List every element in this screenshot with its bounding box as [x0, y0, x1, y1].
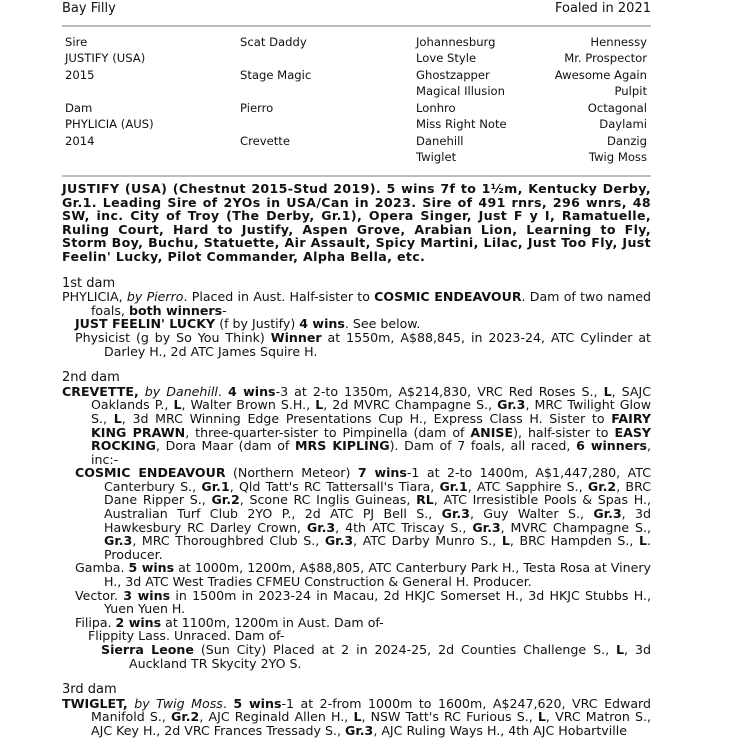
grade: Gr.2: [211, 492, 240, 508]
progeny-entry: [62, 643, 651, 670]
text: in 1500m in 2023-24 in Macau, 2d HKJC Somerset H., 3d HKJC Stubbs H., Yuen Yuen H.: [104, 587, 652, 617]
foaled-label: Foaled in 2021: [555, 1, 651, 16]
pedigree-cell: JUSTIFY (USA): [65, 51, 146, 66]
grade: L: [616, 642, 625, 657]
pedigree-row: [62, 50, 651, 66]
text: , 4th ATC Triscay S.,: [335, 519, 473, 535]
text: . Placed in Aust. Half-sister to: [183, 289, 375, 305]
pedigree-row: [62, 83, 651, 99]
text: , MVRC Champagne S.,: [500, 519, 652, 535]
progeny-entry: [62, 616, 651, 630]
text: , 2d MVRC Champagne S.,: [323, 397, 498, 413]
pedigree-row: [62, 67, 651, 83]
pedigree-cell: Ghostzapper: [416, 67, 490, 82]
text: , AJC Ruling Ways H., 4th AJC Hobartville: [373, 722, 627, 738]
text: , BRC Dane Ripper S.,: [104, 478, 651, 508]
text: -3 at 2-to 1350m, A$214,830, VRC Red Roses S.,: [275, 383, 604, 399]
pedigree-cell: PHYLICIA (AUS): [65, 117, 154, 132]
grade: L: [638, 533, 647, 549]
text: at 1000m, 1200m, A$88,805, ATC Canterbury Park H., Testa Rosa at Vinery H., 3d ATC West Tradies CFMEU Construction & General H. Producer.: [104, 560, 652, 590]
sire-summary: JUSTIFY (USA) (Chestnut 2015-Stud 2019). 5 wins 7f to 1½m, Kentucky Derby, Gr.1. Leading Sire of 2YOs in USA/Can in 2023. Sire of 491 rnrs, 296 wnrs, 48 SW, inc. City of Troy (The Derby, Gr.1), Opera Singer, Just F y I, Ramatuelle, Ruling Court, Hard to Justify, Aspen Grove, Arabian Lion, Learning to Fly, Storm Boy, Buchu, Statuette, Air Assault, Spicy Martini, Lilac, Just Too Fly, Just Feelin' Lucky, Pilot Commander, Alpha Bella, etc.: [62, 181, 651, 264]
text: (Sun City) Placed at 2 in 2024-25, 2d Counties Challenge S.,: [193, 642, 617, 657]
grade: Gr.1: [439, 478, 468, 494]
text: , ATC Darby Munro S.,: [353, 533, 502, 549]
pedigree-cell: 2014: [65, 133, 95, 148]
text: , NSW Tatt's RC Furious S.,: [361, 709, 538, 725]
pedigree-cell: Pulpit: [614, 84, 647, 99]
pedigree-table: [62, 34, 651, 166]
text: at 1100m, 1200m in Aust. Dam of-: [161, 614, 384, 630]
text: , MRC Thoroughbred Club S.,: [132, 533, 325, 549]
grade: Gr.3: [593, 506, 622, 522]
header: [62, 0, 651, 18]
pedigree-cell: Love Style: [416, 51, 477, 66]
grade: L: [173, 397, 182, 413]
wins: 4 wins: [227, 383, 276, 399]
text: Filipa.: [75, 614, 116, 630]
wins: 2 wins: [115, 614, 162, 630]
text: , Dora Maar (dam of: [155, 438, 295, 454]
text: , Walter Brown S.H.,: [181, 397, 316, 413]
grade: Gr.3: [345, 722, 374, 738]
pedigree-cell: Octagonal: [587, 100, 647, 115]
text: , three-quarter-sister to Pimpinella (dam of: [185, 424, 471, 440]
grade: L: [603, 383, 612, 399]
text: , Guy Walter S.,: [469, 506, 594, 522]
dam-entry-crevette: [62, 385, 651, 467]
grade: Gr.2: [587, 478, 617, 494]
text: . Dam of two named foals,: [91, 289, 651, 318]
text: , Qld Tatt's RC Tattersall's Tiara,: [229, 478, 440, 494]
pedigree-cell: Stage Magic: [240, 67, 312, 82]
pedigree-divider: [62, 175, 651, 177]
wins: 3 wins: [123, 587, 171, 603]
progeny-entry: [62, 317, 651, 331]
grade: L: [353, 709, 362, 725]
text: (Northern Meteor): [225, 465, 358, 481]
text: , ATC Sapphire S.,: [467, 478, 588, 494]
pedigree-cell: Dam: [65, 100, 93, 115]
horse-name: ANISE: [470, 424, 514, 440]
sex-label: Bay Filly: [62, 1, 116, 16]
progeny-entry: [62, 466, 651, 561]
dam-sire: by Twig Moss: [134, 695, 223, 711]
dam-entry-phylicia: [62, 290, 651, 317]
grade: RL: [416, 492, 434, 508]
text: Gamba.: [75, 560, 129, 576]
grade: Gr.3: [324, 533, 354, 549]
horse-name: JUST FEELIN' LUCKY: [75, 316, 216, 332]
wins: Winner: [270, 329, 322, 345]
wins: 5 wins: [233, 695, 282, 711]
pedigree-cell: Miss Right Note: [416, 117, 507, 132]
text: , MRC Twilight Glow S.,: [91, 397, 651, 426]
pedigree-row: [62, 149, 651, 165]
horse-name: Sierra Leone: [101, 642, 194, 657]
text: (f by Justify): [215, 316, 300, 332]
text: , 3d Hawkesbury RC Darley Crown,: [104, 506, 652, 535]
pedigree-cell: Danzig: [606, 133, 647, 148]
pedigree-cell: Awesome Again: [554, 67, 647, 82]
text: , BRC Hampden S.,: [509, 533, 639, 549]
catalogue-body: [62, 182, 651, 738]
text: Physicist (g by So You Think): [75, 329, 271, 345]
pedigree-cell: Sire: [65, 35, 88, 49]
grade: Gr.3: [306, 519, 336, 535]
dam-sire: by Danehill: [144, 383, 218, 399]
text: , Scone RC Inglis Guineas,: [239, 492, 417, 508]
grade: Gr.2: [171, 709, 200, 725]
wins: 7 wins: [357, 465, 407, 481]
horse-name: EASY ROCKING: [91, 424, 652, 454]
progeny-entry: [62, 331, 651, 358]
text: .: [217, 383, 228, 399]
sibling-name: COSMIC ENDEAVOUR: [374, 289, 522, 305]
dam-entry-twiglet: [62, 697, 651, 738]
pedigree-cell: Pierro: [240, 100, 274, 115]
pedigree-cell: Twig Moss: [588, 150, 647, 165]
top-divider: [62, 25, 651, 27]
pedigree-cell: Hennessy: [590, 35, 647, 49]
grade: Gr.3: [104, 533, 133, 549]
wins: 4 wins: [299, 316, 345, 332]
text: , ATC Irresistible Pools & Spas H., Australian Turf Club 2YO P., 2d ATC PJ Bell S.,: [104, 492, 651, 522]
grade: Gr.3: [497, 397, 526, 413]
dam-name: PHYLICIA,: [62, 289, 123, 305]
dam-name: CREVETTE,: [62, 383, 139, 399]
dam-name: TWIGLET,: [62, 695, 128, 711]
grade: L: [113, 410, 122, 426]
winners-count: both winners: [128, 302, 223, 318]
text: , 3d Auckland TR Skycity 2YO S.: [129, 642, 651, 671]
text: . See below.: [344, 316, 421, 332]
text: -1 at 2-from 1000m to 1600m, A$247,620, VRC Edward Manifold S.,: [91, 695, 652, 725]
grade: L: [315, 397, 324, 413]
pedigree-cell: Crevette: [240, 133, 290, 148]
text: , 3d MRC Winning Edge Presentations Cup H., Express Class H. Sister to: [121, 410, 612, 426]
dam-sire: by Pierro: [126, 289, 184, 305]
pedigree-cell: 2015: [65, 67, 95, 82]
pedigree-cell: Daylami: [599, 117, 647, 132]
pedigree-cell: Lonhro: [416, 100, 456, 115]
text: , SAJC Oaklands P.,: [91, 383, 652, 413]
text: ), half-sister to: [513, 424, 615, 440]
third-dam-heading: 3rd dam: [62, 682, 117, 698]
grade: Gr.3: [441, 506, 470, 522]
progeny-entry: [62, 589, 651, 616]
pedigree-row: [62, 116, 651, 132]
winners-count: 6 winners: [576, 438, 647, 454]
grade: L: [537, 709, 546, 725]
progeny-entry: Flippity Lass. Unraced. Dam of-: [88, 628, 285, 644]
grade: Gr.1: [201, 478, 230, 494]
second-dam-heading: 2nd dam: [62, 370, 120, 386]
text: -: [222, 302, 227, 318]
pedigree-cell: Scat Daddy: [240, 35, 307, 49]
wins: 5 wins: [128, 560, 175, 576]
progeny-entry: [62, 561, 651, 588]
grade: Gr.3: [472, 519, 501, 535]
text: at 1550m, A$88,845, in 2023-24, ATC Cylinder at Darley H., 2d ATC James Squire H.: [104, 329, 651, 359]
text: -1 at 2-to 1400m, A$1,447,280, ATC Canterbury S.,: [104, 465, 651, 494]
grade: L: [501, 533, 510, 549]
text: Vector.: [75, 587, 124, 603]
pedigree-row: [62, 34, 651, 50]
text: . Producer.: [104, 533, 652, 562]
pedigree-cell: Magical Illusion: [416, 84, 505, 99]
pedigree-row: [62, 133, 651, 149]
pedigree-row: [62, 100, 651, 116]
pedigree-cell: Danehill: [416, 133, 464, 148]
horse-name: MRS KIPLING: [295, 438, 390, 454]
text: .: [222, 695, 234, 711]
first-dam-heading: 1st dam: [62, 275, 116, 291]
pedigree-cell: Mr. Prospector: [564, 51, 647, 66]
pedigree-cell: Johannesburg: [416, 35, 496, 49]
pedigree-cell: Twiglet: [416, 150, 457, 165]
text: , VRC Matron S., AJC Key H., 2d VRC Frances Tressady S.,: [91, 709, 652, 738]
horse-name: COSMIC ENDEAVOUR: [75, 465, 226, 481]
text: ). Dam of 7 foals, all raced,: [389, 438, 577, 454]
text: , AJC Reginald Allen H.,: [199, 709, 354, 725]
horse-name: FAIRY KING PRAWN: [91, 410, 651, 440]
text: , inc:-: [91, 438, 651, 467]
